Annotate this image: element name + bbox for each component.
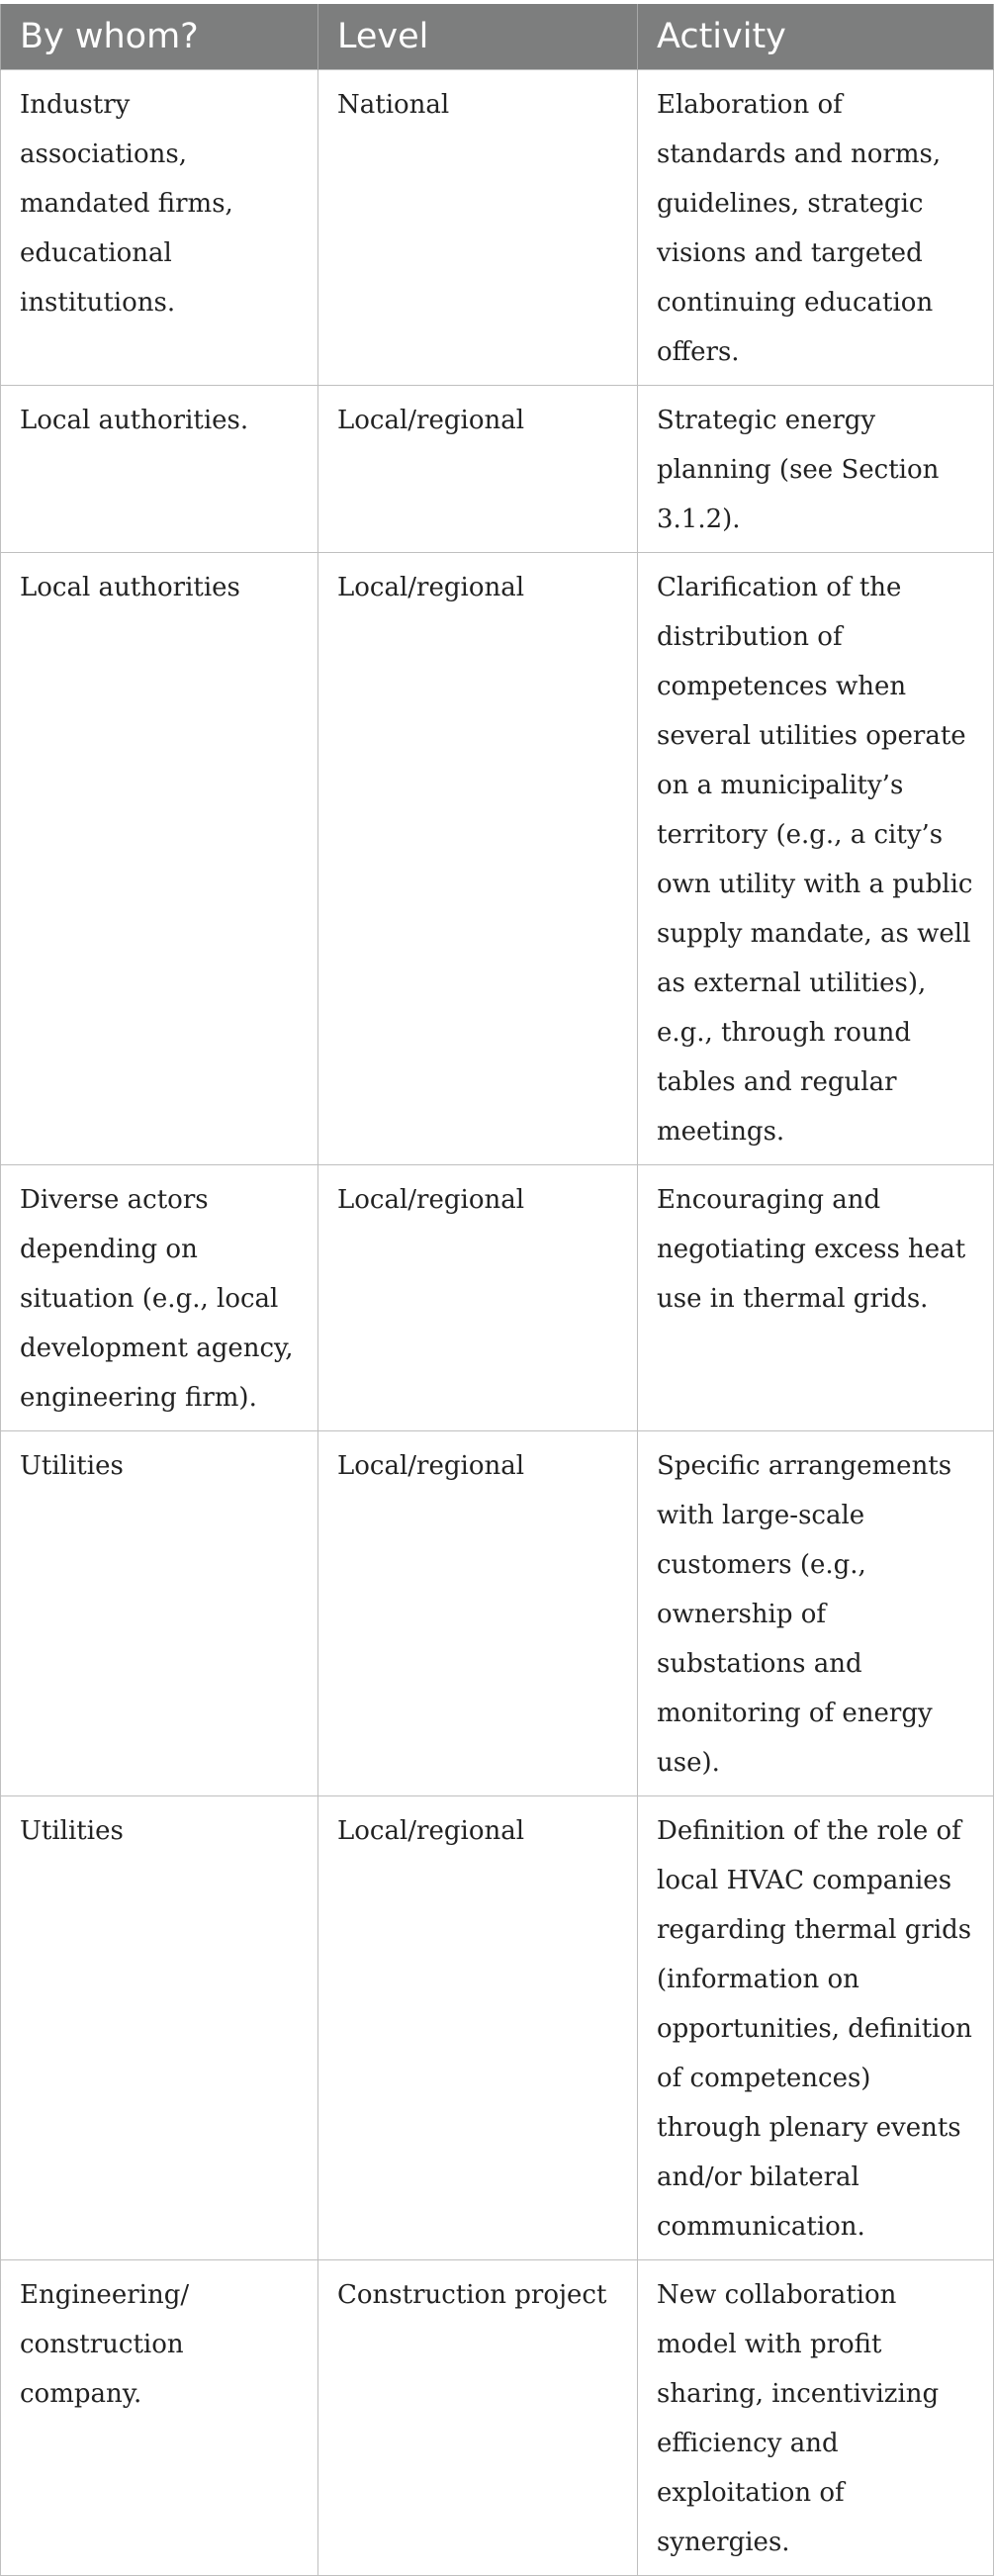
table-row — [1, 552, 994, 1164]
header-row — [1, 4, 994, 69]
cell-by-whom: Engineering/ construction company. — [1, 2259, 318, 2575]
cell-level: Local/regional — [318, 1164, 638, 1430]
cell-level: National — [318, 69, 638, 385]
table-row — [1, 1795, 994, 2259]
column-header-by-whom: By whom? — [1, 4, 318, 69]
cell-activity: Definition of the role of local HVAC companies regarding thermal grids (information on opportunities, definition of competences) through plenary events and/or bilateral communication. — [638, 1795, 994, 2259]
cell-activity: Elaboration of standards and norms, guidelines, strategic visions and targeted continuing education offers. — [638, 69, 994, 385]
cell-by-whom: Local authorities — [1, 552, 318, 1164]
cell-level: Local/regional — [318, 385, 638, 552]
table-row — [1, 1430, 994, 1795]
cell-level: Construction project — [318, 2259, 638, 2575]
cell-activity: Strategic energy planning (see Section 3.1.2). — [638, 385, 994, 552]
cell-level: Local/regional — [318, 1795, 638, 2259]
cell-by-whom: Industry associations, mandated firms, educational institutions. — [1, 69, 318, 385]
table-row — [1, 69, 994, 385]
cell-by-whom: Utilities — [1, 1430, 318, 1795]
cell-activity: New collaboration model with profit sharing, incentivizing efficiency and exploitation of synergies. — [638, 2259, 994, 2575]
measures-table — [0, 4, 994, 2576]
cell-activity: Encouraging and negotiating excess heat use in thermal grids. — [638, 1164, 994, 1430]
table-body — [1, 69, 994, 2575]
table-header — [1, 4, 994, 69]
cell-activity: Specific arrangements with large-scale customers (e.g., ownership of substations and monitoring of energy use). — [638, 1430, 994, 1795]
table-row — [1, 2259, 994, 2575]
cell-by-whom: Local authorities. — [1, 385, 318, 552]
table-row — [1, 1164, 994, 1430]
cell-level: Local/regional — [318, 552, 638, 1164]
cell-level: Local/regional — [318, 1430, 638, 1795]
cell-by-whom: Diverse actors depending on situation (e.g., local development agency, engineering firm). — [1, 1164, 318, 1430]
column-header-activity: Activity — [638, 4, 994, 69]
table-row — [1, 385, 994, 552]
column-header-level: Level — [318, 4, 638, 69]
cell-activity: Clarification of the distribution of competences when several utilities operate on a municipality’s territory (e.g., a city’s own utility with a public supply mandate, as well as external utilities), e.g., through round tables and regular meetings. — [638, 552, 994, 1164]
cell-by-whom: Utilities — [1, 1795, 318, 2259]
